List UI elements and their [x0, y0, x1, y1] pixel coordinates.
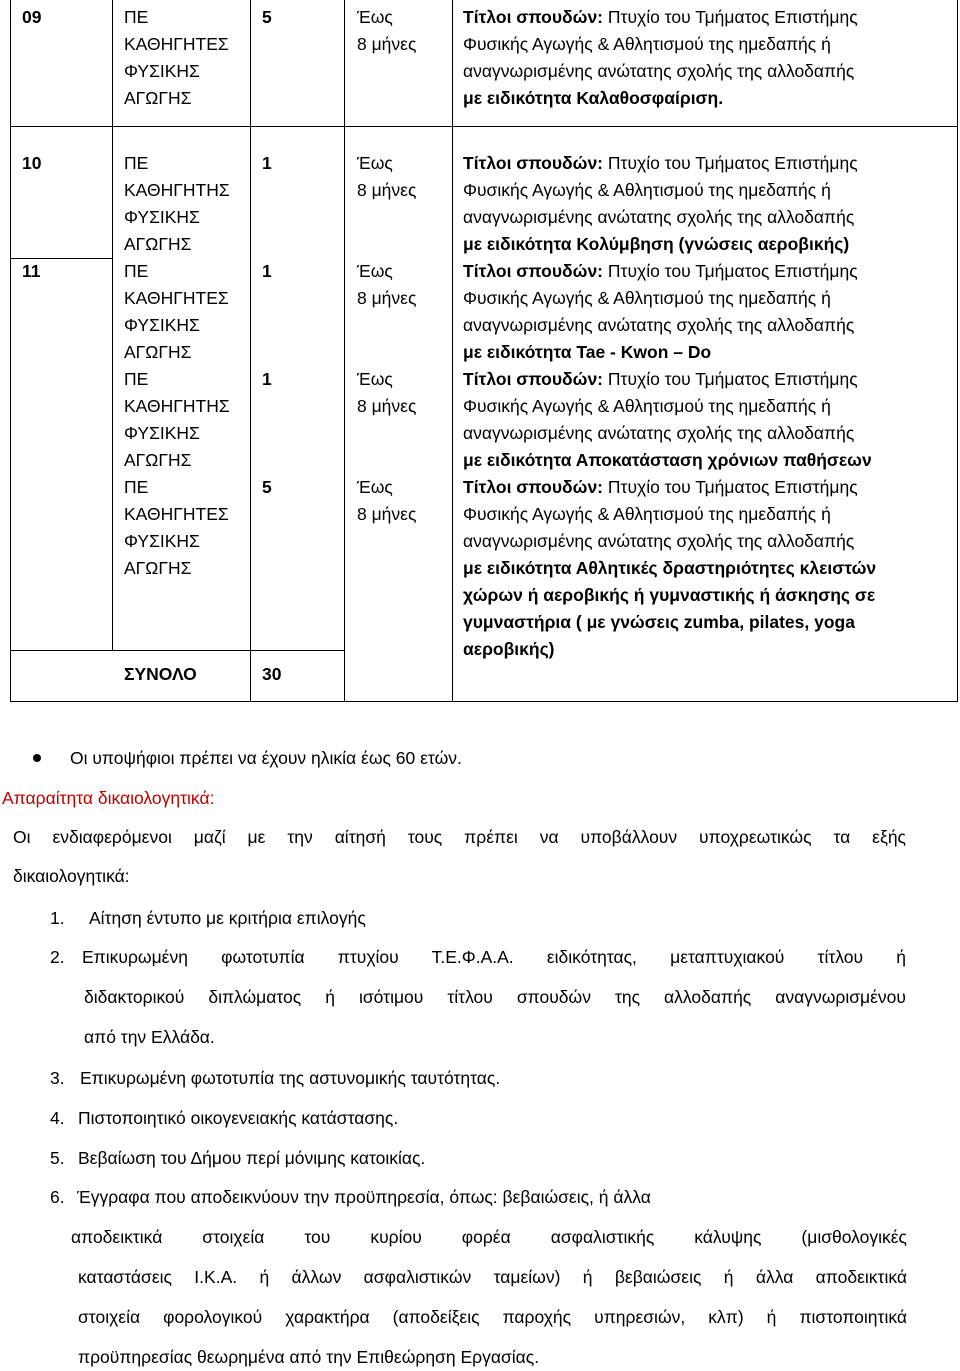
qualification-cell: Τίτλοι σπουδών: Πτυχίο του Τμήματος Επιστήμης Φυσικής Αγωγής & Αθλητισμού της ημεδαπής ή αναγνωρισμένης ανώτατης σχολής της αλλοδαπής με ειδικότητα Καλαθοσφαίριση.	[463, 7, 858, 108]
specialty-cell: ΠΕ ΚΑΘΗΓΗΤΕΣ ΦΥΣΙΚΗΣ ΑΓΩΓΗΣ	[124, 7, 229, 108]
row-number: 09	[22, 7, 42, 27]
specialty-cell: ΠΕ ΚΑΘΗΓΗΤΗΣ ΦΥΣΙΚΗΣ ΑΓΩΓΗΣ	[124, 153, 230, 254]
duration-cell: Έως 8 μήνες	[357, 7, 417, 54]
qualification-cell: Τίτλοι σπουδών: Πτυχίο του Τμήματος Επιστήμης Φυσικής Αγωγής & Αθλητισμού της ημεδαπής ή αναγνωρισμένης ανώτατης σχολής της αλλοδαπής με ειδικότητα Κολύμβηση (γνώσεις αεροβικής)	[463, 153, 858, 254]
total-value: 30	[262, 664, 282, 684]
qualification-cell: Τίτλοι σπουδών: Πτυχίο του Τμήματος Επιστήμης Φυσικής Αγωγής & Αθλητισμού της ημεδαπής ή αναγνωρισμένης ανώτατης σχολής της αλλοδαπής με ειδικότητα Tae - Kwon – Do	[463, 261, 858, 362]
bullet-text: Οι υποψήφιοι πρέπει να έχουν ηλικία έως 60 ετών.	[70, 748, 462, 768]
specialty-cell: ΠΕ ΚΑΘΗΓΗΤΗΣ ΦΥΣΙΚΗΣ ΑΓΩΓΗΣ	[124, 369, 230, 470]
count-cell: 1	[262, 153, 272, 173]
duration-cell: Έως 8 μήνες	[357, 369, 417, 416]
duration-cell: Έως 8 μήνες	[357, 153, 417, 200]
duration-cell: Έως 8 μήνες	[357, 261, 417, 308]
bullet-icon	[33, 754, 41, 762]
total-label: ΣΥΝΟΛΟ	[124, 664, 197, 684]
qualification-cell: Τίτλοι σπουδών: Πτυχίο του Τμήματος Επιστήμης Φυσικής Αγωγής & Αθλητισμού της ημεδαπής ή αναγνωρισμένης ανώτατης σχολής της αλλοδαπής με ειδικότητα Αθλητικές δραστηριότητες κλειστών χώρων ή αεροβικής ή γυμναστικής ή άσκησης σε γυμναστήρια ( με γνώσεις zumba, pilates, yoga αεροβικής)	[463, 477, 877, 659]
count-cell: 1	[262, 369, 272, 389]
count-cell: 5	[262, 7, 272, 27]
duration-cell: Έως 8 μήνες	[357, 477, 417, 524]
row-number: 10	[22, 153, 42, 173]
specialty-cell: ΠΕ ΚΑΘΗΓΗΤΕΣ ΦΥΣΙΚΗΣ ΑΓΩΓΗΣ	[124, 477, 229, 578]
count-cell: 1	[262, 261, 272, 281]
section-heading: Απαραίτητα δικαιολογητικά:	[2, 788, 215, 808]
row-number: 11	[22, 261, 41, 281]
count-cell: 5	[262, 477, 272, 497]
specialty-cell: ΠΕ ΚΑΘΗΓΗΤΕΣ ΦΥΣΙΚΗΣ ΑΓΩΓΗΣ	[124, 261, 229, 362]
qualification-cell: Τίτλοι σπουδών: Πτυχίο του Τμήματος Επιστήμης Φυσικής Αγωγής & Αθλητισμού της ημεδαπής ή αναγνωρισμένης ανώτατης σχολής της αλλοδαπής με ειδικότητα Αποκατάσταση χρόνιων παθήσεων	[463, 369, 872, 470]
